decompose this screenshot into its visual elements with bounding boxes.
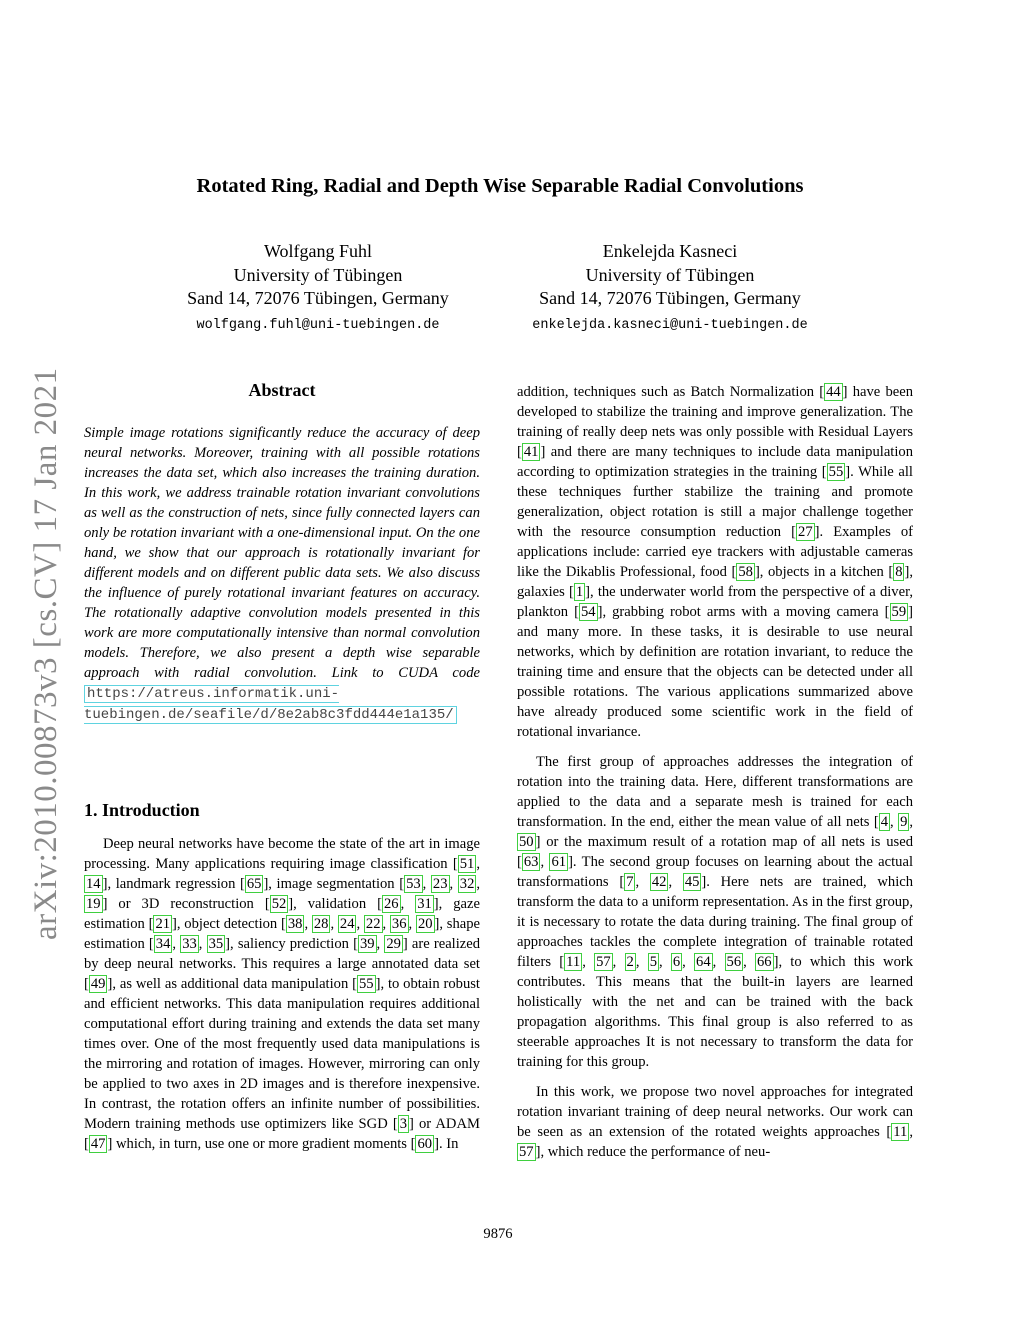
- paragraph-text: ,: [909, 1124, 913, 1140]
- citation-link[interactable]: 32: [459, 876, 475, 892]
- citation-link[interactable]: 21: [155, 916, 171, 932]
- paragraph-text: ], to which this work contributes. This means that the built-in layers are learned holistically with the net and can be trained with the back propagation algorithms. This final group is also referred to as steerable approaches It is not necessary to transform the data for training for this group.: [517, 954, 914, 1070]
- paragraph-text: Deep neural networks have become the state of the art in image processing. Many applications requiring image classification [: [84, 836, 480, 872]
- section-heading-introduction: 1. Introduction: [84, 800, 200, 820]
- citation-link[interactable]: 54: [580, 604, 596, 620]
- citation-link[interactable]: 55: [358, 976, 374, 992]
- intro-paragraph: [517, 752, 913, 1072]
- citation-link[interactable]: 51: [459, 856, 475, 872]
- paragraph-text: ], grabbing robot arms with a moving camera [: [597, 604, 890, 620]
- abstract-body: [84, 423, 480, 725]
- citation-link[interactable]: 9: [900, 814, 908, 830]
- page-number: 9876: [483, 1226, 513, 1242]
- paragraph-text: ,: [449, 876, 458, 892]
- citation-link[interactable]: 60: [417, 1136, 433, 1152]
- paragraph-text: ]. Examples of applications include: carried eye trackers with adjustable cameras like the Dikablis Professional, food [: [517, 524, 913, 580]
- paragraph-text: ] have been developed to stabilize the training and improve generalization. The training of really deep nets was only possible with Residual Layers [: [517, 384, 913, 460]
- paragraph-text: ,: [659, 954, 671, 970]
- citation-link[interactable]: 58: [738, 564, 753, 580]
- paragraph-text: ], landmark regression [: [102, 876, 245, 892]
- paragraph-text: ], gaze estimation [: [84, 896, 480, 932]
- citation-link[interactable]: 27: [798, 524, 813, 540]
- paragraph-text: ] and there are many techniques to include data manipulation according to optimization strategies in the training [: [517, 444, 913, 480]
- paragraph-text: ]. The second group focuses on learning about the actual transformations [: [517, 854, 913, 890]
- citation-link[interactable]: 45: [684, 874, 700, 890]
- paragraph-text: ] or ADAM [: [84, 1116, 480, 1152]
- author-block-2: [500, 240, 840, 337]
- paper-title: Rotated Ring, Radial and Depth Wise Separable Radial Convolutions: [196, 175, 804, 197]
- citation-link[interactable]: 41: [523, 444, 539, 460]
- citation-link[interactable]: 65: [246, 876, 262, 892]
- paragraph-text: ,: [172, 936, 181, 952]
- citation-link[interactable]: 4: [880, 814, 889, 830]
- citation-link[interactable]: 64: [696, 954, 711, 970]
- citation-link[interactable]: 1: [575, 584, 584, 600]
- paragraph-text: ,: [304, 916, 312, 932]
- paragraph-text: ], to obtain robust and efficient networks. This data manipulation requires additional computational effort during training and extends the data set many times over. One of the most frequently used data manipulations is the mirroring and rotation of images. However, mirroring can only be applied to two axes in 2D images and is therefore inexpensive. In contrast, the rotation offers an infinite number of possibilities. Modern training methods use optimizers like SGD [: [84, 976, 480, 1132]
- paragraph-text: ,: [635, 954, 648, 970]
- author-address: Sand 14, 72076 Tübingen, Germany: [187, 288, 449, 308]
- citation-link[interactable]: 22: [365, 916, 381, 932]
- paragraph-text: ,: [356, 916, 364, 932]
- paragraph-text: ,: [400, 896, 416, 912]
- paragraph-text: ], which reduce the performance of neu-: [535, 1144, 771, 1160]
- paragraph-text: ,: [582, 954, 595, 970]
- citation-link[interactable]: 26: [383, 896, 399, 912]
- paragraph-text: ,: [376, 936, 385, 952]
- citation-link[interactable]: 55: [828, 464, 844, 480]
- intro-paragraph: [517, 382, 913, 742]
- paragraph-text: ]. Here nets are trained, which transform the data to a uniform representation. As in the first group, it is necessary to rotate the data during training. The final group of approaches tackles the complete integration of trainable rotated filters [: [517, 874, 914, 970]
- paragraph-text: ]. While all these techniques further stabilize the training and promote generalization, object rotation is still a major challenge together with the resource consumption reduction [: [517, 464, 913, 540]
- citation-link[interactable]: 61: [551, 854, 567, 870]
- citation-link[interactable]: 57: [596, 954, 611, 970]
- citation-link[interactable]: 42: [651, 874, 667, 890]
- citation-link[interactable]: 50: [519, 834, 534, 850]
- citation-link[interactable]: 66: [756, 954, 772, 970]
- paragraph-text: ], objects in a kitchen [: [754, 564, 894, 580]
- paragraph-text: ,: [540, 854, 550, 870]
- author-address: Sand 14, 72076 Tübingen, Germany: [539, 288, 801, 308]
- author-affiliation: University of Tübingen: [585, 264, 755, 285]
- paragraph-text: ,: [668, 874, 683, 890]
- paragraph-text: ], saliency prediction [: [225, 936, 358, 952]
- cuda-code-link[interactable]: https://atreus.informatik.uni-tuebingen.de/seafile/d/8e2ab8c3fdd444e1a135/: [84, 685, 457, 724]
- citation-link[interactable]: 35: [208, 936, 224, 952]
- paragraph-text: In this work, we propose two novel approaches for integrated rotation invariant training of deep neural networks. Our work can be seen as an extension of the rotated weights approaches [: [517, 1084, 913, 1140]
- author-email[interactable]: wolfgang.fuhl@uni-tuebingen.de: [196, 317, 440, 333]
- citation-link[interactable]: 24: [339, 916, 355, 932]
- citation-link[interactable]: 28: [313, 916, 329, 932]
- paragraph-text: ], image segmentation [: [263, 876, 405, 892]
- paragraph-text: ,: [382, 916, 390, 932]
- citation-link[interactable]: 7: [626, 874, 634, 890]
- intro-paragraph: [517, 1082, 913, 1162]
- paragraph-text: ] and many more. In these tasks, it is desirable to use neural networks, which by definition are rotation invariant, to reduce the training time and ensure that the objects can be detected under all possible rotations. The various applications summarized above have already produced some scientific work in the field of rotational invariance.: [517, 604, 913, 740]
- paragraph-text: ,: [330, 916, 338, 932]
- citation-link[interactable]: 36: [391, 916, 407, 932]
- citation-link[interactable]: 20: [417, 916, 433, 932]
- citation-link[interactable]: 29: [386, 936, 401, 952]
- citation-link[interactable]: 39: [359, 936, 375, 952]
- citation-link[interactable]: 57: [519, 1144, 534, 1160]
- paragraph-text: ,: [890, 814, 899, 830]
- citation-link[interactable]: 6: [672, 954, 681, 970]
- paragraph-text: The first group of approaches addresses the integration of rotation into the training data. Here, different transformations are applied to the data and a separate mesh is trained for each transformation. In the end, either the mean value of all nets [: [517, 754, 913, 830]
- paragraph-text: ,: [635, 874, 650, 890]
- paragraph-text: ] or the maximum result of a rotation map of all nets is used [: [517, 834, 913, 870]
- intro-paragraph: [84, 834, 480, 1154]
- paragraph-text: ,: [422, 876, 431, 892]
- citation-link[interactable]: 3: [399, 1116, 407, 1132]
- author-name: Enkelejda Kasneci: [602, 241, 738, 261]
- paragraph-text: ,: [743, 954, 755, 970]
- paragraph-text: ,: [712, 954, 725, 970]
- citation-link[interactable]: 47: [90, 1136, 106, 1152]
- citation-link[interactable]: 23: [432, 876, 448, 892]
- paragraph-text: ,: [198, 936, 207, 952]
- arxiv-stamp: arXiv:2010.00873v3 [cs.CV] 17 Jan 2021: [28, 367, 64, 940]
- intro-right-column: [517, 382, 913, 1162]
- citation-link[interactable]: 5: [649, 954, 657, 970]
- citation-link[interactable]: 44: [826, 384, 841, 400]
- author-email[interactable]: enkelejda.kasneci@uni-tuebingen.de: [532, 317, 808, 333]
- paragraph-text: ,: [909, 814, 914, 830]
- paragraph-text: ] are realized by deep neural networks. This requires a large annotated data set [: [84, 936, 481, 992]
- citation-link[interactable]: 33: [182, 936, 197, 952]
- paragraph-text: addition, techniques such as Batch Normalization [: [517, 384, 825, 400]
- author-name: Wolfgang Fuhl: [263, 241, 373, 261]
- citation-link[interactable]: 53: [406, 876, 421, 892]
- paragraph-text: ], validation [: [288, 896, 382, 912]
- citation-link[interactable]: 38: [287, 916, 303, 932]
- author-block-1: [148, 240, 488, 337]
- citation-link[interactable]: 19: [86, 896, 101, 912]
- author-affiliation: University of Tübingen: [233, 264, 403, 285]
- paragraph-text: ], the underwater world from the perspective of a diver, plankton [: [517, 584, 913, 620]
- paragraph-text: ], object detection [: [172, 916, 286, 932]
- citation-link[interactable]: 11: [893, 1124, 908, 1140]
- paragraph-text: ]. In: [434, 1136, 459, 1152]
- paragraph-text: ], shape estimation [: [84, 916, 481, 952]
- citation-link[interactable]: 52: [271, 896, 287, 912]
- citation-link[interactable]: 34: [155, 936, 171, 952]
- paragraph-text: ], galaxies [: [517, 564, 913, 600]
- citation-link[interactable]: 8: [895, 564, 903, 580]
- paragraph-text: ,: [476, 876, 481, 892]
- citation-link[interactable]: 14: [86, 876, 101, 892]
- citation-link[interactable]: 31: [417, 896, 432, 912]
- abstract-text: Simple image rotations significantly reduce the accuracy of deep neural networks. Moreover, training with all possible rotations increases the data set, which also increases the training duration. In this work, we address trainable rotation invariant convolutions as well as the construction of nets, since fully connected layers can only be rotation invariant with a one-dimensional input. On the one hand, we show that our approach is rotationally invariant for different models and on different public data sets. We also discuss the influence of purely rotational invariant features on accuracy. The rotationally adaptive convolution models presented in this work are more computationally intensive than normal convolution models. Therefore, we also present a depth wise separable approach with radial convolution. Link to CUDA code: [84, 425, 480, 681]
- paragraph-text: ], as well as additional data manipulation [: [107, 976, 357, 992]
- paragraph-text: ] or 3D reconstruction [: [102, 896, 270, 912]
- abstract-heading: Abstract: [248, 380, 316, 400]
- citation-link[interactable]: 11: [566, 954, 581, 970]
- paragraph-text: ,: [612, 954, 625, 970]
- intro-left-column: [84, 834, 480, 1154]
- citation-link[interactable]: 59: [891, 604, 907, 620]
- paragraph-text: ,: [408, 916, 416, 932]
- citation-link[interactable]: 49: [90, 976, 106, 992]
- paragraph-text: ,: [476, 856, 480, 872]
- paragraph-text: ,: [682, 954, 695, 970]
- citation-link[interactable]: 56: [726, 954, 742, 970]
- citation-link[interactable]: 2: [626, 954, 634, 970]
- citation-link[interactable]: 63: [523, 854, 539, 870]
- paragraph-text: ] which, in turn, use one or more gradient moments [: [107, 1136, 416, 1152]
